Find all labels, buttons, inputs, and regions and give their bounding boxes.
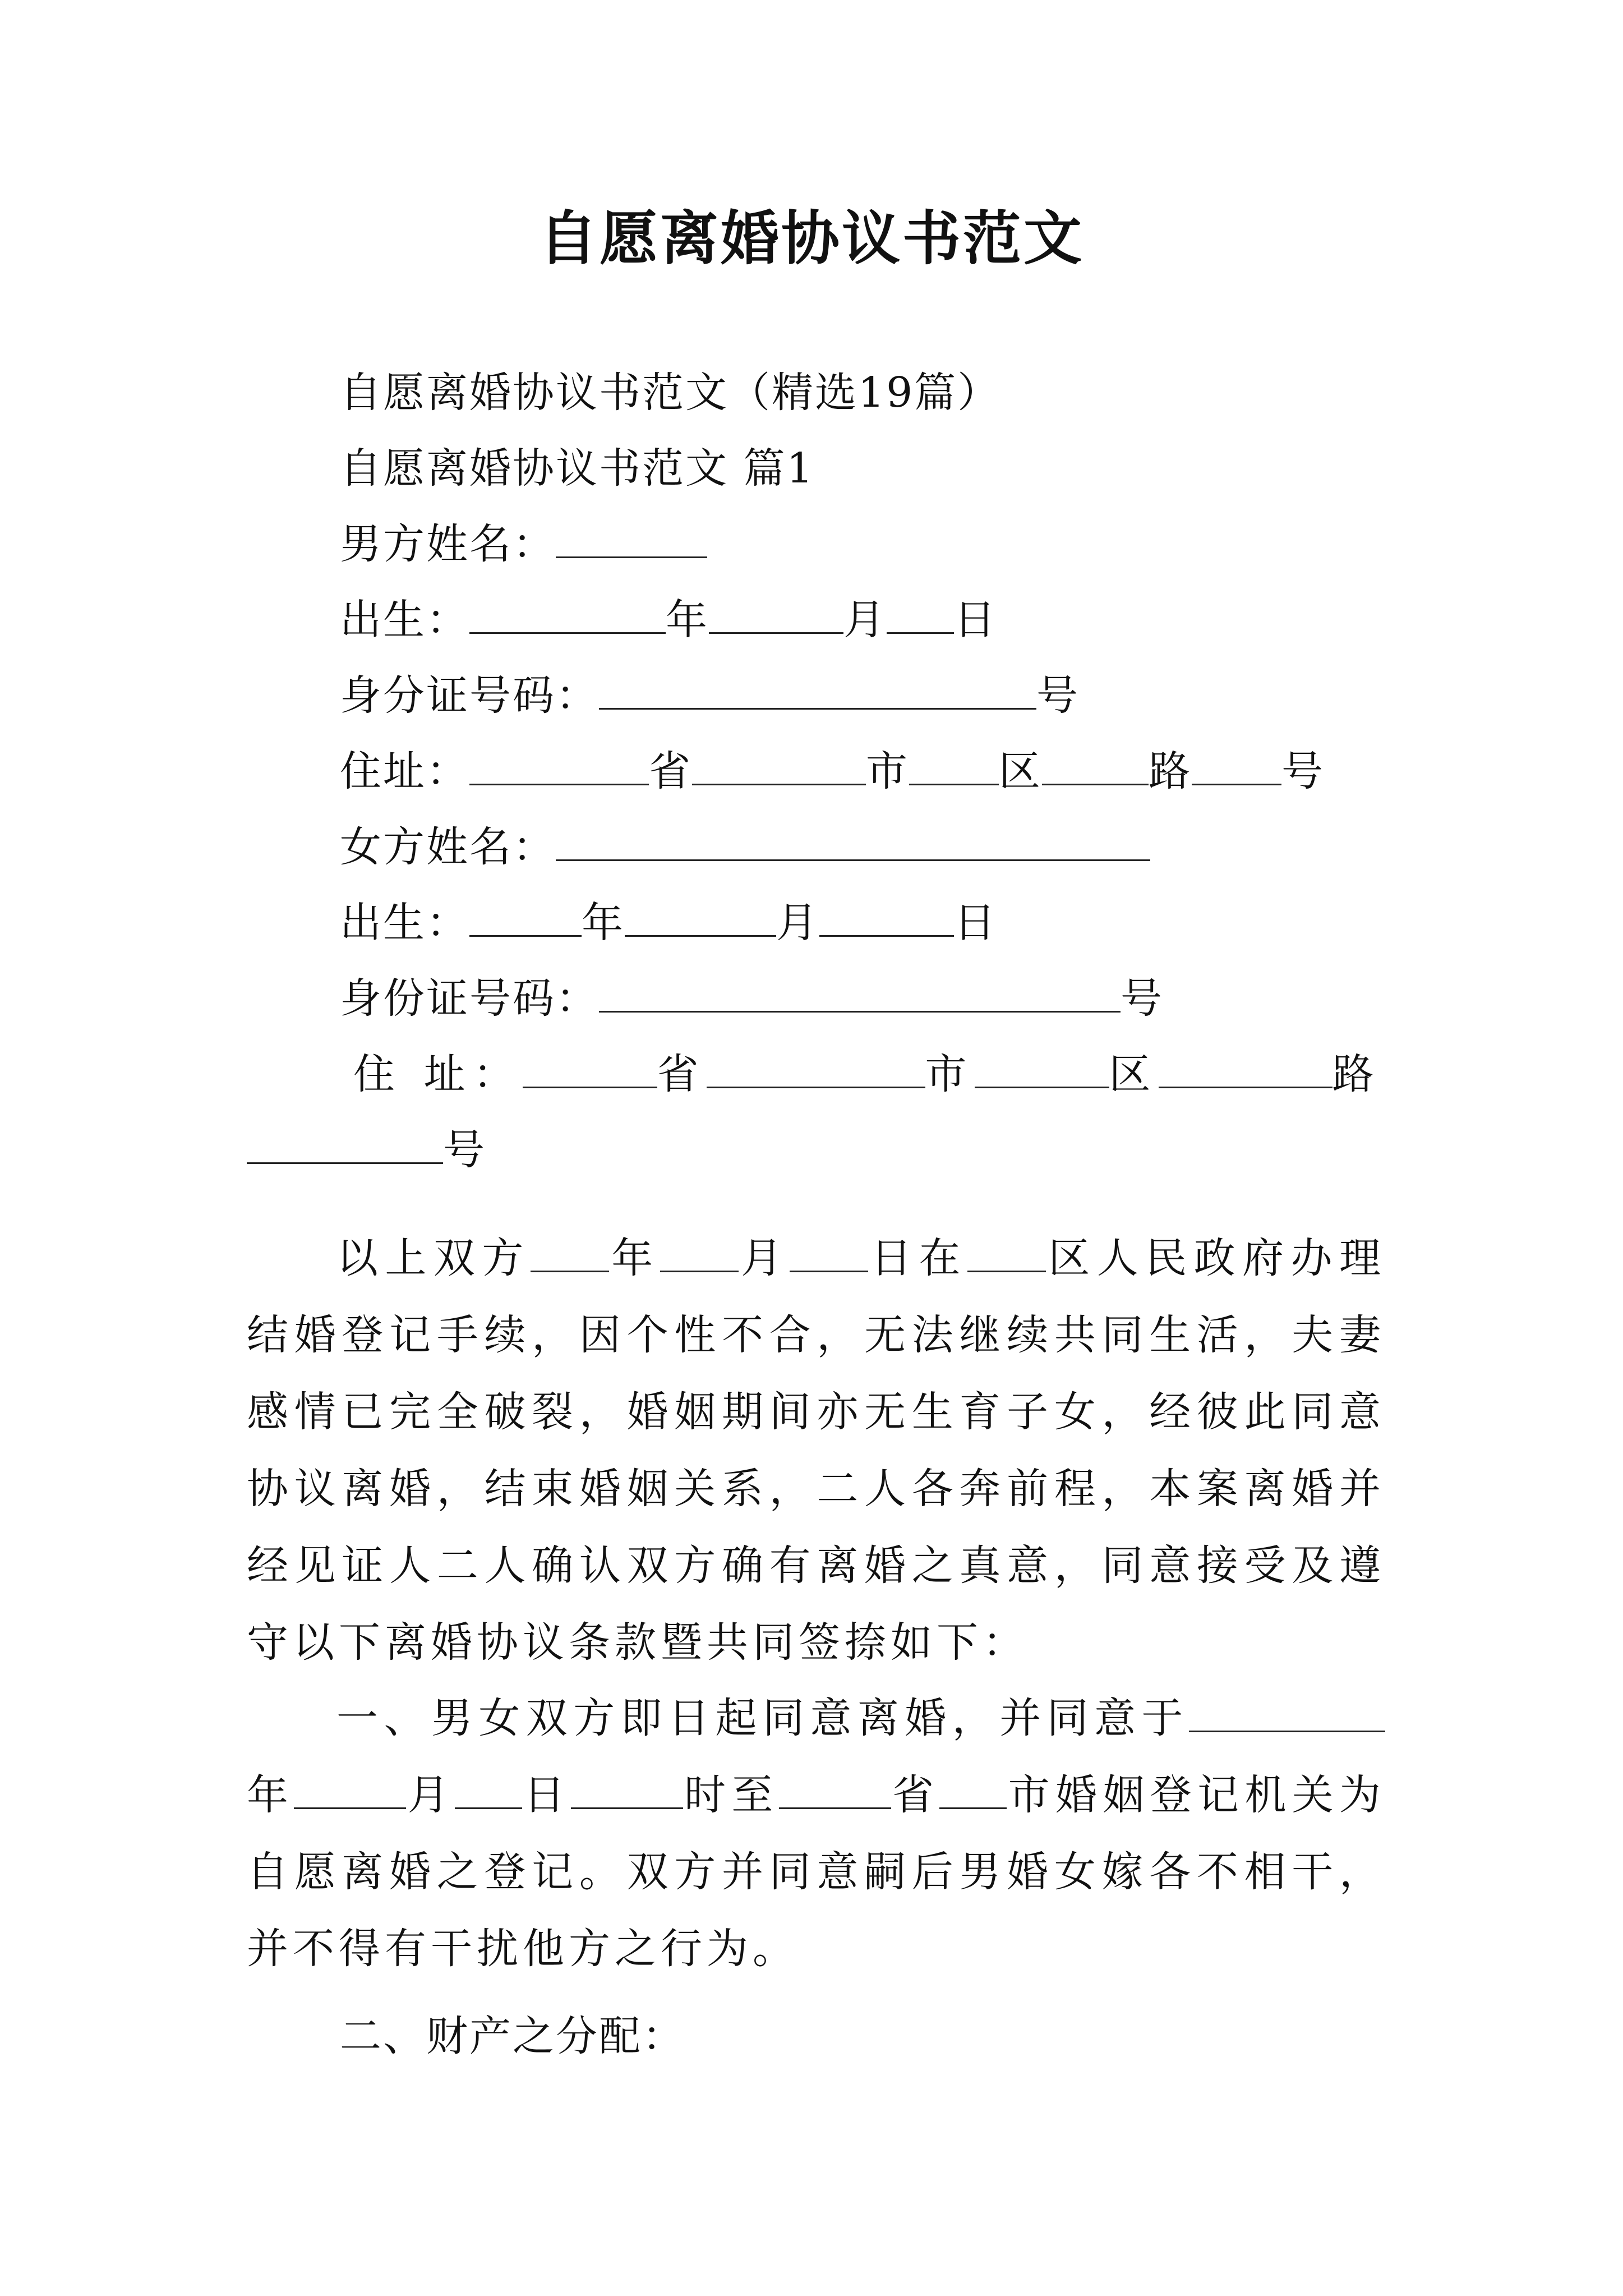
male-address-label: 住址： — [340, 747, 469, 795]
female-province-blank[interactable] — [523, 1046, 657, 1088]
female-id-row — [340, 968, 1164, 1029]
road-text: 路 — [1332, 1050, 1382, 1098]
female-address-row-continued — [247, 1119, 486, 1181]
female-road-blank[interactable] — [1159, 1046, 1332, 1088]
intro-paragraph — [247, 1220, 1385, 1681]
year-text: 年 — [666, 596, 709, 644]
clause1-hour-blank[interactable] — [571, 1767, 683, 1809]
para1-text-b: 日在 — [868, 1234, 967, 1282]
female-birth-month-blank[interactable] — [625, 895, 776, 937]
month-text: 月 — [738, 1234, 790, 1282]
clause-one-paragraph — [247, 1680, 1385, 1987]
clause1-text-c: 市婚姻登记机关为自愿离婚之登记。双方并同意嗣后男婚女嫁各不相干，并不得有干扰他方之行为。 — [247, 1771, 1386, 1973]
male-birth-year-blank[interactable] — [469, 592, 666, 634]
female-birth-year-blank[interactable] — [469, 895, 582, 937]
para1-text-c: 区人民政府办理结婚登记手续，因个性不合，无法继续共同生活，夫妻感情已完全破裂，婚姻期间亦无生育子女，经彼此同意协议离婚，结束婚姻关系，二人各奔前程，本案离婚并经见证人二人确认双方确有离婚之真意，同意接受及遵守以下离婚协议条款暨共同签捺如下： — [247, 1234, 1386, 1667]
female-district-blank[interactable] — [975, 1046, 1109, 1088]
male-province-blank[interactable] — [469, 743, 649, 785]
male-id-row — [340, 665, 1080, 726]
month-text: 月 — [776, 899, 819, 947]
female-id-blank[interactable] — [599, 970, 1121, 1013]
clause1-text-a: 一、男女双方即日起同意离婚，并同意于 — [336, 1694, 1189, 1742]
section-heading: 自愿离婚协议书范文 篇1 — [340, 444, 815, 493]
district-text: 区 — [999, 747, 1042, 795]
hao-text: 号 — [1281, 747, 1325, 795]
year-text: 年 — [247, 1771, 294, 1819]
document-subtitle: 自愿离婚协议书范文（精选19篇） — [340, 369, 1001, 417]
road-text: 路 — [1149, 747, 1192, 795]
male-birth-row — [340, 589, 997, 651]
city-text: 市 — [866, 747, 909, 795]
female-birth-label: 出生： — [340, 899, 469, 947]
female-city-blank[interactable] — [707, 1046, 925, 1088]
clause1-city-blank[interactable] — [939, 1767, 1007, 1809]
clause1-text-b: 时至 — [683, 1771, 779, 1819]
para1-text-a: 以上双方 — [336, 1234, 531, 1282]
female-address-label: 住 址： — [353, 1050, 523, 1098]
para1-year-blank[interactable] — [531, 1230, 609, 1272]
female-birth-day-blank[interactable] — [819, 895, 954, 937]
day-text: 日 — [954, 899, 997, 947]
clause1-province-blank[interactable] — [779, 1767, 891, 1809]
clause1-month-blank[interactable] — [294, 1767, 406, 1809]
female-address-row — [353, 1043, 1382, 1105]
clause1-year-blank[interactable] — [1189, 1690, 1385, 1732]
clause-two-heading: 二、财产之分配： — [340, 2012, 685, 2060]
male-name-label: 男方姓名： — [340, 520, 556, 568]
province-text: 省 — [657, 1050, 707, 1098]
hao-text: 号 — [443, 1126, 486, 1174]
female-number-blank[interactable] — [247, 1122, 443, 1164]
female-name-row — [340, 816, 1150, 878]
hao-text: 号 — [1121, 974, 1164, 1023]
male-road-blank[interactable] — [1042, 743, 1149, 785]
male-id-label: 身分证号码： — [340, 671, 599, 720]
hao-text: 号 — [1036, 671, 1080, 720]
male-birth-day-blank[interactable] — [887, 592, 954, 634]
male-number-blank[interactable] — [1192, 743, 1281, 785]
year-text: 年 — [582, 899, 625, 947]
male-id-blank[interactable] — [599, 668, 1036, 710]
male-name-row — [340, 513, 707, 575]
para1-month-blank[interactable] — [660, 1230, 739, 1272]
male-district-blank[interactable] — [909, 743, 999, 785]
female-id-label: 身份证号码： — [340, 974, 599, 1023]
year-text: 年 — [608, 1234, 660, 1282]
day-text: 日 — [954, 596, 997, 644]
day-text: 日 — [522, 1771, 571, 1819]
male-city-blank[interactable] — [692, 743, 866, 785]
document-title: 自愿离婚协议书范文 — [538, 204, 1084, 273]
district-text: 区 — [1109, 1050, 1159, 1098]
female-name-blank[interactable] — [556, 819, 1150, 861]
para1-district-blank[interactable] — [967, 1230, 1046, 1272]
clause1-day-blank[interactable] — [455, 1767, 522, 1809]
city-text: 市 — [925, 1050, 975, 1098]
male-name-blank[interactable] — [556, 516, 707, 558]
province-text: 省 — [891, 1771, 940, 1819]
para1-day-blank[interactable] — [790, 1230, 868, 1272]
female-name-label: 女方姓名： — [340, 823, 556, 871]
male-birth-label: 出生： — [340, 596, 469, 644]
male-address-row — [340, 740, 1325, 802]
province-text: 省 — [649, 747, 692, 795]
month-text: 月 — [843, 596, 887, 644]
male-birth-month-blank[interactable] — [709, 592, 843, 634]
month-text: 月 — [406, 1771, 455, 1819]
female-birth-row — [340, 892, 997, 954]
